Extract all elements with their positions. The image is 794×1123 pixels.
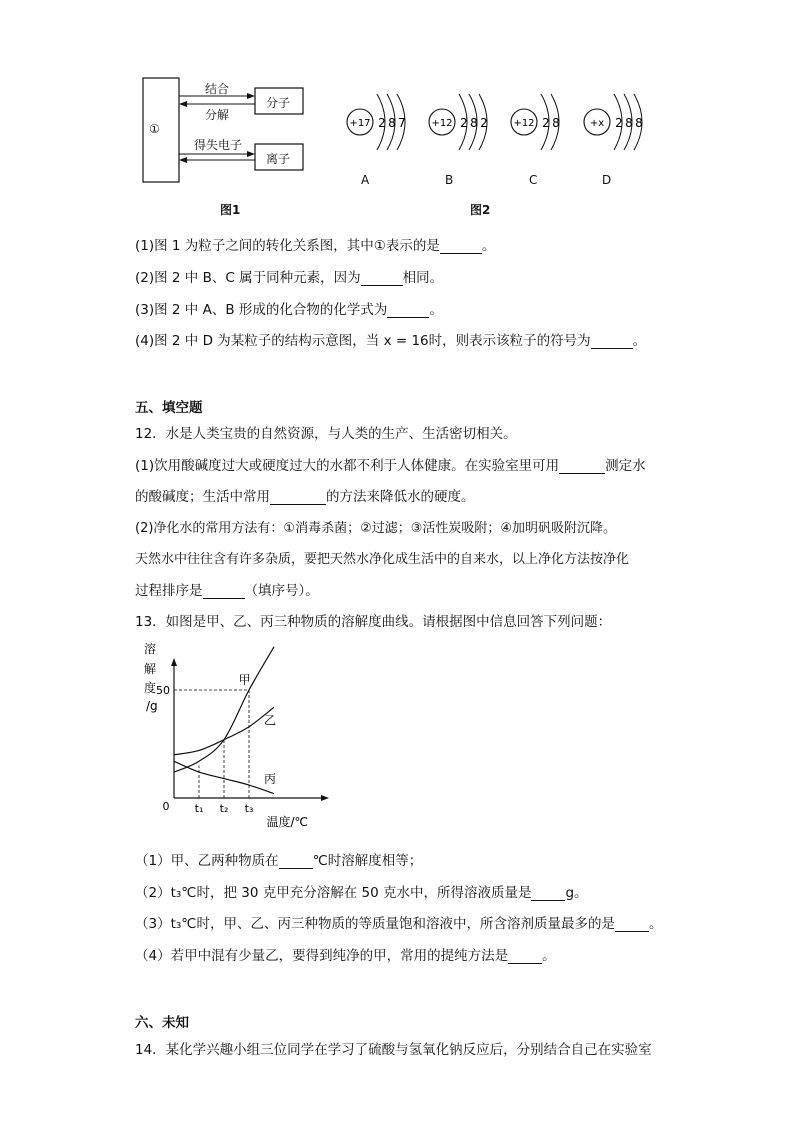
q13-s2-text: （2）t₃℃时，把 30 克甲充分溶解在 50 克水中，所得溶液质量是 — [135, 885, 532, 901]
q12-p1d: 的方法来降低水的硬度。 — [326, 489, 475, 505]
q12-p2d: （填序号）。 — [244, 583, 319, 599]
shell-electrons: 2 — [378, 116, 386, 130]
y-axis-label-char: 溶 — [144, 642, 157, 656]
atom-letter-c: C — [529, 173, 538, 187]
y-tick-50: 50 — [156, 684, 170, 697]
x-tick-t1: t₁ — [194, 802, 204, 815]
q13-s3-blank[interactable] — [615, 917, 649, 932]
fig2-caption: 图2 — [470, 203, 491, 217]
q12-line-5 — [135, 579, 319, 599]
x-axis-label: 温度/℃ — [266, 815, 309, 829]
q11-s3-blank[interactable] — [387, 303, 429, 318]
shell-electrons: 8 — [635, 116, 643, 130]
shell-electrons: 7 — [398, 116, 406, 130]
q11-line-3 — [135, 298, 443, 318]
series-label-bing: 丙 — [264, 772, 277, 787]
q11-s2-end: 相同。 — [402, 270, 444, 286]
atom-letter-a: A — [361, 173, 370, 187]
q13-s3-end: 。 — [648, 916, 663, 932]
x-tick-t2: t₂ — [219, 802, 229, 815]
y-axis-label-char: 度 — [144, 681, 157, 695]
q11-s1-text: (1)图 1 为粒子之间的转化关系图，其中①表示的是 — [135, 238, 440, 254]
q13-s4-blank[interactable] — [508, 949, 542, 964]
q13-line-4 — [135, 944, 556, 964]
solubility-chart — [140, 640, 340, 830]
q14-stem: 14．某化学兴趣小组三位同学在学习了硫酸与氢氧化钠反应后，分别结合自己在实验室 — [135, 1042, 652, 1058]
shell-electrons: 2 — [460, 116, 468, 130]
fig1-label-combine: 结合 — [205, 82, 230, 96]
fig1-caption: 图1 — [220, 203, 241, 217]
q11-s2-text: (2)图 2 中 B、C 属于同种元素，因为 — [135, 270, 361, 286]
q11-s3-text: (3)图 2 中 A、B 形成的化合物的化学式为 — [135, 302, 388, 318]
q13-s4-end: 。 — [542, 948, 556, 964]
nucleus-charge-a: +17 — [349, 118, 371, 129]
q12-line-4: 天然水中往往含有许多杂质，要把天然水净化成生活中的自来水，以上净化方法按净化 — [135, 552, 630, 567]
q13-s1-end: ℃时溶解度相等； — [312, 853, 423, 869]
q12-p2c: 过程排序是 — [135, 583, 203, 599]
shell-electrons: 8 — [388, 116, 396, 130]
shell-electrons: 8 — [625, 116, 633, 130]
x-tick-t3: t₃ — [244, 802, 254, 815]
q11-s2-blank[interactable] — [361, 271, 403, 286]
atom-letter-b: B — [445, 173, 454, 187]
q11-s4-text: (4)图 2 中 D 为某粒子的结构示意图，当 x = 16时，则表示该粒子的符号为 — [135, 333, 591, 349]
y-axis-arrow — [171, 658, 177, 666]
q12-line-1 — [135, 454, 646, 474]
q11-s4-blank[interactable] — [591, 334, 633, 349]
fig1-label-decompose: 分解 — [205, 108, 230, 122]
fig1-label-ion: 离子 — [266, 152, 291, 166]
fig1-label-molecule: 分子 — [266, 96, 291, 110]
nucleus-charge-c: +12 — [513, 118, 535, 129]
q12-blank-2[interactable] — [270, 490, 326, 505]
q12-blank-3[interactable] — [203, 584, 245, 599]
shell-electrons: 2 — [615, 116, 623, 130]
shell-electrons: 2 — [480, 116, 488, 130]
q12-p1b: 测定水 — [605, 458, 646, 474]
section-6-heading: 六、未知 — [135, 1015, 189, 1031]
shell-electrons: 8 — [470, 116, 478, 130]
shell-electrons: 2 — [542, 116, 550, 130]
q11-line-1 — [135, 234, 495, 254]
q13-line-1 — [135, 849, 422, 869]
q13-s1-text: （1）甲、乙两种物质在 — [135, 853, 279, 869]
section-5-heading: 五、填空题 — [135, 400, 203, 416]
q11-line-4 — [135, 329, 646, 349]
shell-electrons: 8 — [552, 116, 560, 130]
q13-s2-blank[interactable] — [531, 886, 565, 901]
y-axis-label-char: 解 — [144, 662, 157, 676]
q13-stem: 13．如图是甲、乙、丙三种物质的溶解度曲线。请根据图中信息回答下列问题： — [135, 614, 612, 630]
atom-letter-d: D — [602, 173, 612, 187]
q12-blank-1[interactable] — [559, 459, 605, 474]
q13-s2-end: g。 — [565, 885, 588, 901]
q11-s4-end: 。 — [632, 333, 647, 349]
q11-s1-end: 。 — [481, 238, 496, 254]
q13-line-2 — [135, 881, 588, 901]
x-axis-arrow — [321, 795, 329, 801]
q12-stem: 12．水是人类宝贵的自然资源，与人类的生产、生活密切相关。 — [135, 426, 517, 442]
q11-s3-end: 。 — [429, 302, 443, 318]
q12-p1c: 的酸碱度；生活中常用 — [135, 489, 270, 505]
q11-s1-blank[interactable] — [440, 239, 482, 254]
q12-line-2 — [135, 485, 475, 505]
q13-s4-text: （4）若甲中混有少量乙，要得到纯净的甲，常用的提纯方法是 — [135, 948, 509, 964]
q13-s3-text: （3）t₃℃时，甲、乙、丙三种物质的等质量饱和溶液中，所含溶剂质量最多的是 — [135, 916, 615, 932]
fig1-label-1: ① — [149, 122, 160, 136]
series-label-yi: 乙 — [264, 713, 277, 728]
y-axis-label-char: /g — [146, 699, 158, 713]
curve-jia — [174, 647, 277, 772]
q13-s1-blank[interactable] — [279, 854, 313, 869]
origin-label: 0 — [162, 800, 170, 813]
nucleus-charge-b: +12 — [431, 118, 453, 129]
q12-line-3: (2)净化水的常用方法有：①消毒杀菌；②过滤；③活性炭吸附；④加明矾吸附沉降。 — [135, 521, 617, 536]
fig1-label-gain-lose: 得失电子 — [194, 138, 243, 152]
q11-line-2 — [135, 266, 443, 286]
series-label-jia: 甲 — [238, 673, 251, 687]
q12-p1a: (1)饮用酸碱度过大或硬度过大的水都不利于人体健康。在实验室里可用 — [135, 458, 560, 474]
figure-2 — [330, 80, 660, 165]
q13-line-3 — [135, 912, 662, 932]
nucleus-charge-d: +x — [589, 118, 605, 129]
